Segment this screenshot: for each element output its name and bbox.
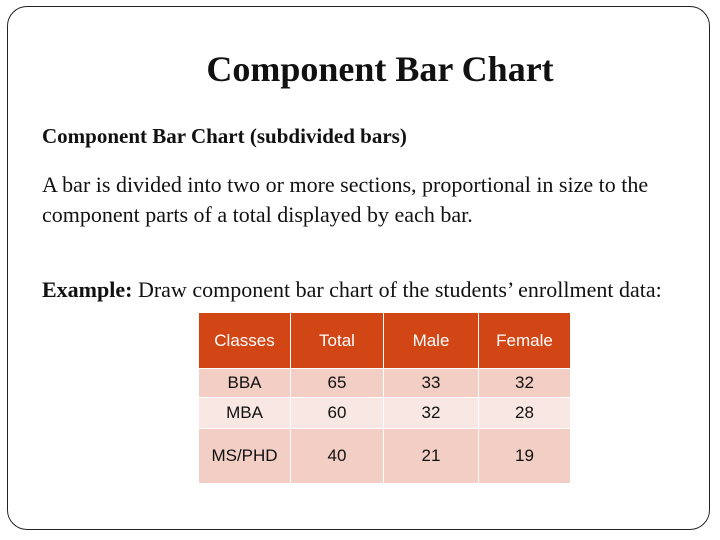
cell-class: BBA [199, 369, 291, 398]
slide-title: Component Bar Chart [206, 49, 554, 89]
table-row [199, 398, 570, 429]
example-paragraph [42, 276, 702, 304]
cell-female: 32 [479, 369, 571, 398]
table-row [199, 429, 570, 484]
header-total: Total [291, 313, 384, 369]
example-text: Draw component bar chart of the students’ enrollment data: [132, 277, 662, 302]
table-row [199, 369, 570, 398]
cell-total: 65 [291, 369, 384, 398]
example-label: Example: [42, 277, 133, 302]
cell-total: 40 [291, 429, 384, 484]
cell-class: MBA [199, 398, 291, 429]
table-header-row [199, 313, 570, 369]
cell-class: MS/PHD [199, 429, 291, 484]
cell-total: 60 [291, 398, 384, 429]
slide-subtitle: Component Bar Chart (subdivided bars) [42, 124, 407, 148]
cell-male: 33 [384, 369, 479, 398]
header-classes: Classes [199, 313, 291, 369]
cell-female: 28 [479, 398, 571, 429]
header-male: Male [384, 313, 479, 369]
cell-female: 19 [479, 429, 571, 484]
description-text: A bar is divided into two or more sections, proportional in size to the component parts of a total displayed by each bar. [42, 172, 649, 227]
enrollment-table [199, 313, 570, 483]
header-female: Female [479, 313, 571, 369]
cell-male: 32 [384, 398, 479, 429]
cell-male: 21 [384, 429, 479, 484]
